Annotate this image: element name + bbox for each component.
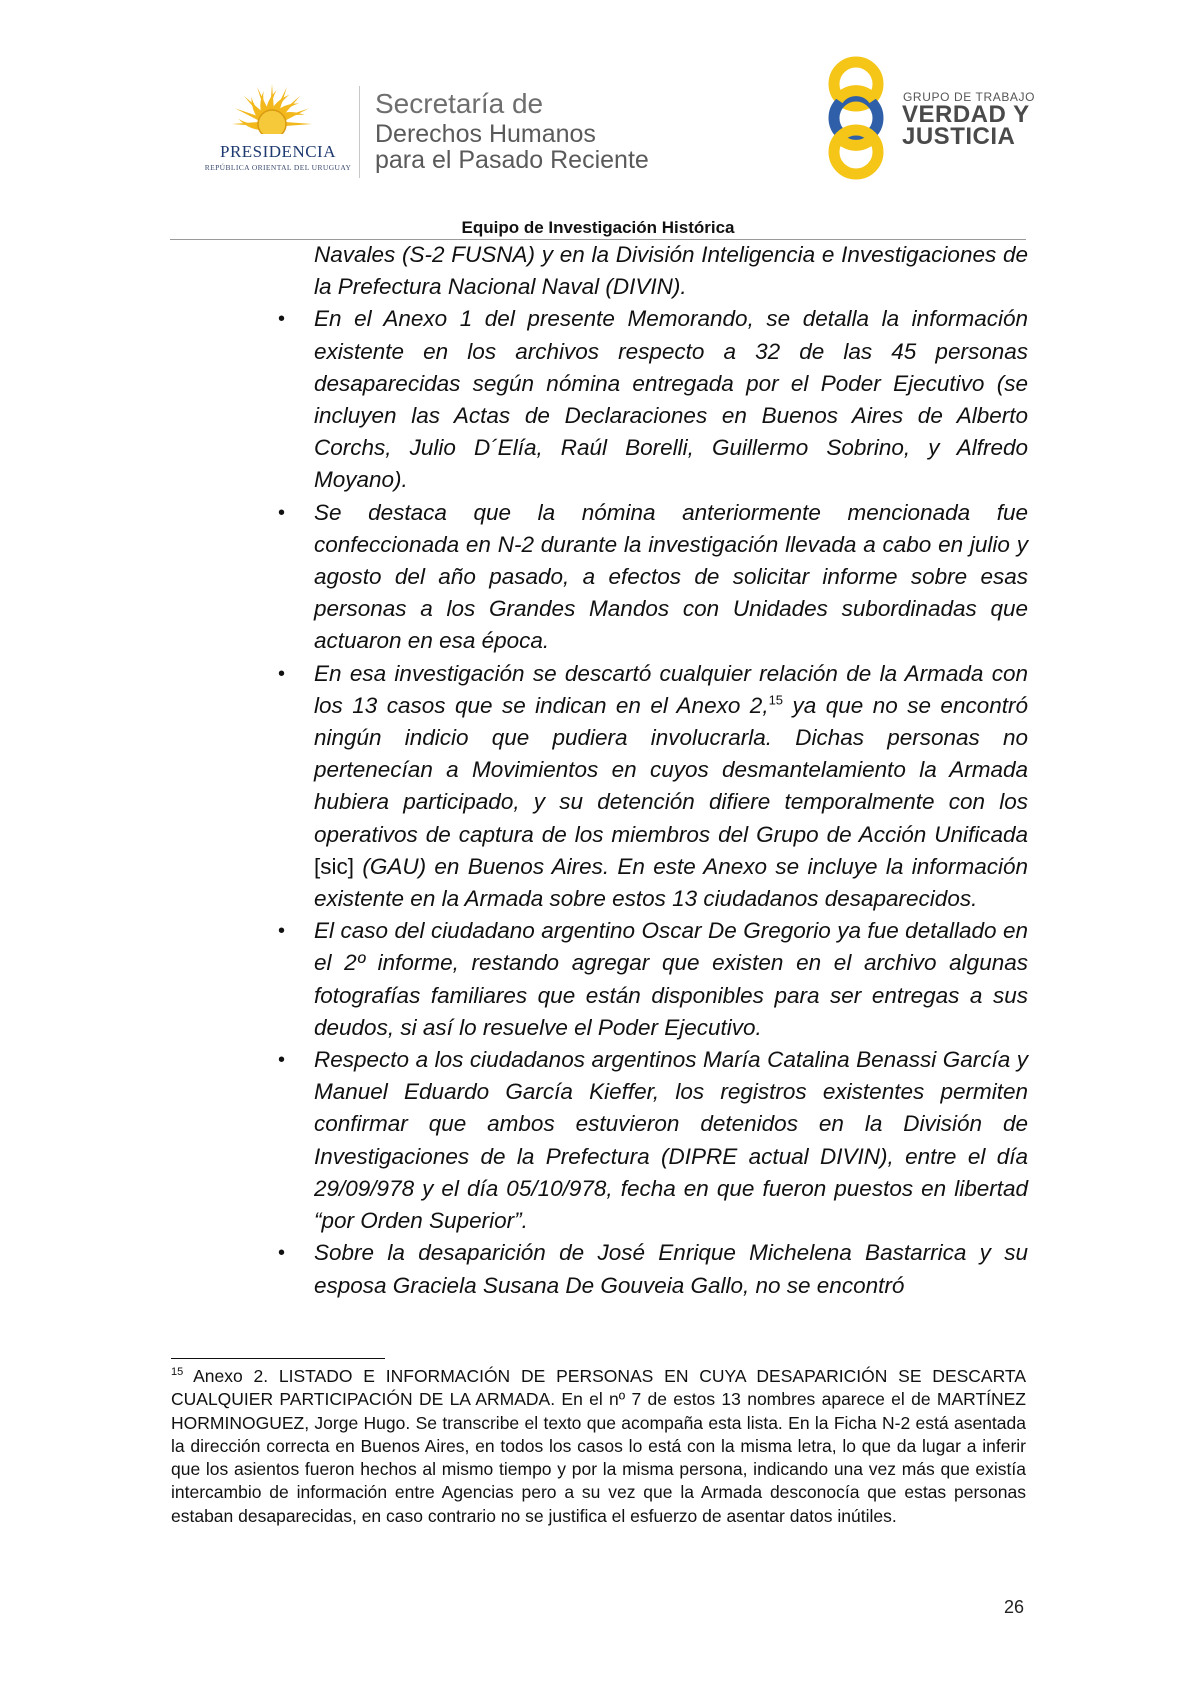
header-caption: Equipo de Investigación Histórica	[461, 218, 735, 237]
bullet-item	[268, 1044, 1028, 1237]
footnote-rule	[171, 1358, 385, 1359]
bullet-icon: •	[278, 662, 286, 685]
verdad-label: VERDAD Y	[902, 101, 1030, 128]
paragraph-text: (GAU) en Buenos Aires. En este Anexo se incluye la información existente en la Armada sobre estos 13 ciudadanos desaparecidos.	[314, 853, 1028, 912]
secretaria-title-line3: para el Pasado Reciente	[375, 146, 649, 174]
bullet-item	[268, 497, 1028, 658]
bullet-item	[268, 915, 1028, 1044]
presidencia-label: PRESIDENCIA	[219, 142, 336, 161]
paragraph-text: Navales (S-2 FUSNA) y en la División Inteligencia e Investigaciones de la Prefectura Nacional Naval (DIVIN).	[314, 242, 1028, 300]
grupo-trabajo-label: GRUPO DE TRABAJO	[903, 90, 1036, 104]
page-header	[0, 0, 1190, 240]
body-text	[268, 239, 1028, 1302]
header-divider	[359, 86, 360, 178]
secretaria-title-line1: Secretaría de	[375, 88, 544, 119]
secretaria-title-line2: Derechos Humanos	[375, 120, 596, 148]
footnote-mark: 15	[171, 1366, 184, 1379]
page-number: 26	[1004, 1597, 1025, 1617]
paragraph-text: Respecto a los ciudadanos argentinos María Catalina Benassi García y Manuel Eduardo García Kieffer, los registros existentes permiten confirmar que ambos estuvieron detenidos en la División de Investigaciones de la Prefectura (DIPRE actual DIVIN), entre el día 29/09/978 y el día 05/10/978, fecha en que fueron puestos en libertad “por Orden Superior”.	[314, 1047, 1028, 1234]
paragraph-text: En esa investigación se descartó cualquier relación de la Armada con los 13 casos que se indican en el Anexo 2,	[314, 660, 1028, 718]
bullet-icon: •	[278, 920, 286, 943]
bullet-icon: •	[278, 1242, 286, 1265]
paragraph-continuation	[268, 239, 1028, 303]
bullet-icon: •	[278, 308, 286, 331]
bullet-icon: •	[278, 1049, 286, 1072]
footnote-text: Anexo 2. LISTADO E INFORMACIÓN DE PERSONAS EN CUYA DESAPARICIÓN SE DESCARTA CUALQUIER PARTICIPACIÓN DE LA ARMADA. En el nº 7 de estos 13 nombres aparece el de MARTÍNEZ HORMINOGUEZ, Jorge Hugo. Se transcribe el texto que acompaña esta lista. En la Ficha N-2 está asentada la dirección correcta en Buenos Aires, en todos los casos lo está con la misma letra, lo que da lugar a inferir que los asientos fueron hechos al mismo tiempo y por la misma persona, indicando una vez más que existía intercambio de información entre Agencias pero a su vez que la Armada desconocía que estas personas estaban desaparecidas, en caso contrario no se justifica el esfuerzo de asentar datos inútiles.	[171, 1366, 1026, 1526]
justicia-label: JUSTICIA	[902, 123, 1016, 150]
bullet-item	[268, 1237, 1028, 1301]
footnote-reference: 15	[768, 692, 784, 708]
paragraph-text: Se destaca que la nómina anteriormente mencionada fue confeccionada en N-2 durante la investigación llevada a cabo en julio y agosto del año pasado, a efectos de solicitar informe sobre esas personas a los Grandes Mandos con Unidades subordinadas que actuaron en esa época.	[314, 499, 1028, 654]
footnote	[171, 1365, 1026, 1528]
bullet-icon: •	[278, 501, 286, 524]
republica-label: REPÚBLICA ORIENTAL DEL URUGUAY	[204, 163, 352, 172]
paragraph-text: Sobre la desaparición de José Enrique Michelena Bastarrica y su esposa Graciela Susana De Gouveia Gallo, no se encontró	[314, 1240, 1028, 1298]
verdad-justicia-rings-logo	[816, 56, 896, 180]
paragraph-text: El caso del ciudadano argentino Oscar De Gregorio ya fue detallado en el 2º informe, restando agregar que existen en el archivo algunas fotografías familiares que están disponibles para ser entregas a sus deudos, si así lo resuelve el Poder Ejecutivo.	[314, 918, 1028, 1040]
bullet-item	[268, 658, 1028, 916]
bullet-item	[268, 303, 1028, 496]
sic-annotation: [sic]	[314, 853, 355, 879]
paragraph-text: ya que no se encontró ningún indicio que pudiera involucrarla. Dichas personas no pertenecían a Movimientos en cuyos desmantelamiento la Armada hubiera participado, y su detención difiere temporalmente con los operativos de captura de los miembros del Grupo de Acción Unificada	[314, 692, 1028, 847]
paragraph-text: En el Anexo 1 del presente Memorando, se detalla la información existente en los archivos respecto a 32 de las 45 personas desaparecidas según nómina entregada por el Poder Ejecutivo (se incluyen las Actas de Declaraciones en Buenos Aires de Alberto Corchs, Julio D´Elía, Raúl Borelli, Guillermo Sobrino, y Alfredo Moyano).	[314, 306, 1028, 493]
